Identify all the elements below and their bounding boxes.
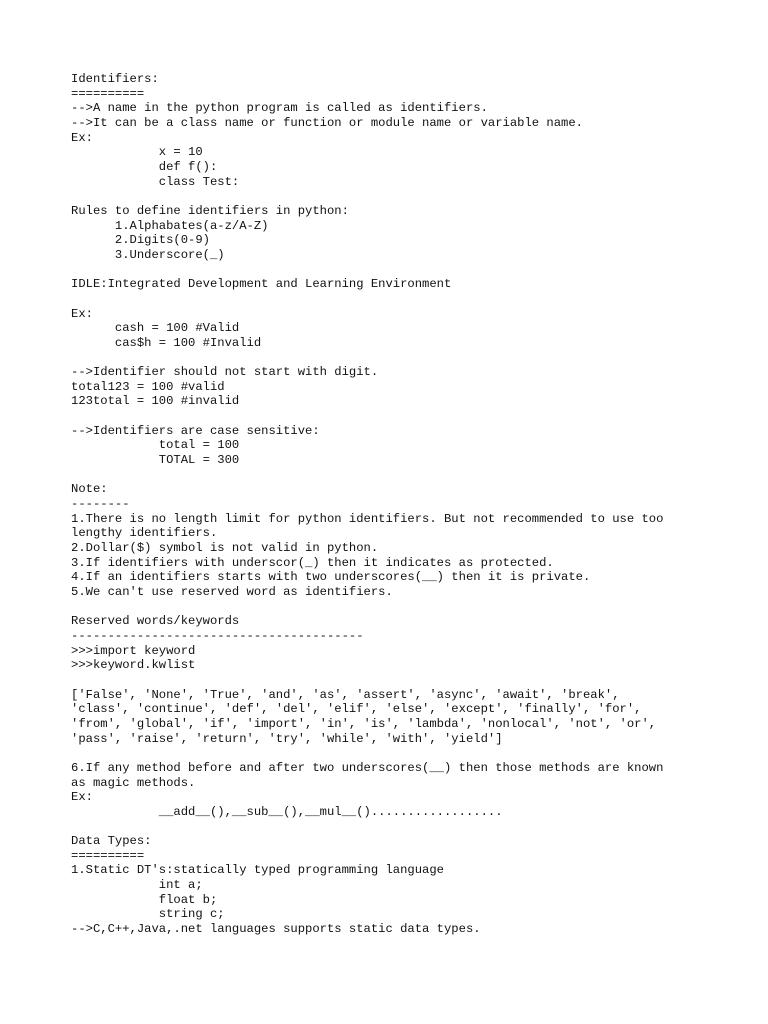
doc-line-19: cas$h = 100 #Invalid [71,335,262,350]
doc-line-36: 5.We can't use reserved word as identifiers. [71,584,393,599]
doc-line-7: def f(): [71,159,218,174]
doc-line-24 [71,409,711,424]
doc-line-10: Rules to define identifiers in python: [71,203,349,218]
doc-line-53: Data Types: [71,834,152,849]
doc-line-22: total123 = 100 #valid [71,379,225,394]
doc-line-31: 1.There is no length limit for python identifiers. But not recommended to use too [71,511,664,526]
doc-line-52 [71,819,711,834]
doc-line-32: lengthy identifiers. [71,526,218,541]
doc-line-6: x = 10 [71,145,203,160]
doc-line-48: 6.If any method before and after two underscores(__) then those methods are known [71,760,664,775]
doc-line-23: 123total = 100 #invalid [71,394,240,409]
doc-line-58: string c; [71,907,225,922]
doc-line-3: -->A name in the python program is called as identifiers. [71,101,488,116]
doc-line-8: class Test: [71,174,240,189]
doc-line-43: ['False', 'None', 'True', 'and', 'as', 'assert', 'async', 'await', 'break', [71,687,620,702]
doc-line-50: Ex: [71,790,93,805]
doc-line-45: 'from', 'global', 'if', 'import', 'in', 'is', 'lambda', 'nonlocal', 'not', 'or', [71,716,657,731]
doc-line-30: -------- [71,497,130,512]
doc-line-18: cash = 100 #Valid [71,321,240,336]
doc-line-26: total = 100 [71,438,240,453]
doc-line-9 [71,189,711,204]
doc-line-25: -->Identifiers are case sensitive: [71,423,320,438]
doc-line-55: 1.Static DT's:statically typed programming language [71,863,444,878]
doc-line-13: 3.Underscore(_) [71,247,225,262]
doc-line-17: Ex: [71,306,93,321]
doc-line-15: IDLE:Integrated Development and Learning Environment [71,277,452,292]
doc-line-37 [71,600,711,615]
doc-line-38: Reserved words/keywords [71,614,240,629]
doc-line-28 [71,468,711,483]
doc-line-59: -->C,C++,Java,.net languages supports static data types. [71,922,481,937]
doc-line-39: ---------------------------------------- [71,628,364,643]
doc-line-21: -->Identifier should not start with digit. [71,365,379,380]
doc-line-1: Identifiers: [71,72,159,86]
doc-line-33: 2.Dollar($) symbol is not valid in python. [71,541,379,555]
doc-line-46: 'pass', 'raise', 'return', 'try', 'while', 'with', 'yield'] [71,731,503,746]
doc-line-44: 'class', 'continue', 'def', 'del', 'elif', 'else', 'except', 'finally', 'for', [71,702,642,717]
doc-line-16 [71,292,711,307]
doc-line-40: >>>import keyword [71,643,196,658]
doc-line-57: float b; [71,892,218,907]
doc-line-47 [71,746,711,761]
doc-line-34: 3.If identifiers with underscor(_) then it indicates as protected. [71,555,554,570]
doc-line-35: 4.If an identifiers starts with two underscores(__) then it is private. [71,570,591,585]
doc-line-2: ========== [71,86,145,101]
doc-line-49: as magic methods. [71,775,196,790]
doc-line-54: ========== [71,848,145,863]
doc-line-51: __add__(),__sub__(),__mul__().................. [71,804,503,819]
doc-line-12: 2.Digits(0-9) [71,233,210,248]
doc-line-14 [71,263,711,278]
doc-line-5: Ex: [71,130,93,145]
doc-line-29: Note: [71,482,108,497]
doc-line-11: 1.Alphabates(a-z/A-Z) [71,218,269,233]
doc-line-56: int a; [71,878,203,893]
document-text-page [71,72,711,937]
doc-line-20 [71,350,711,365]
doc-line-41: >>>keyword.kwlist [71,658,196,673]
doc-line-27: TOTAL = 300 [71,453,240,468]
doc-line-42 [71,673,711,688]
doc-line-4: -->It can be a class name or function or module name or variable name. [71,115,583,130]
